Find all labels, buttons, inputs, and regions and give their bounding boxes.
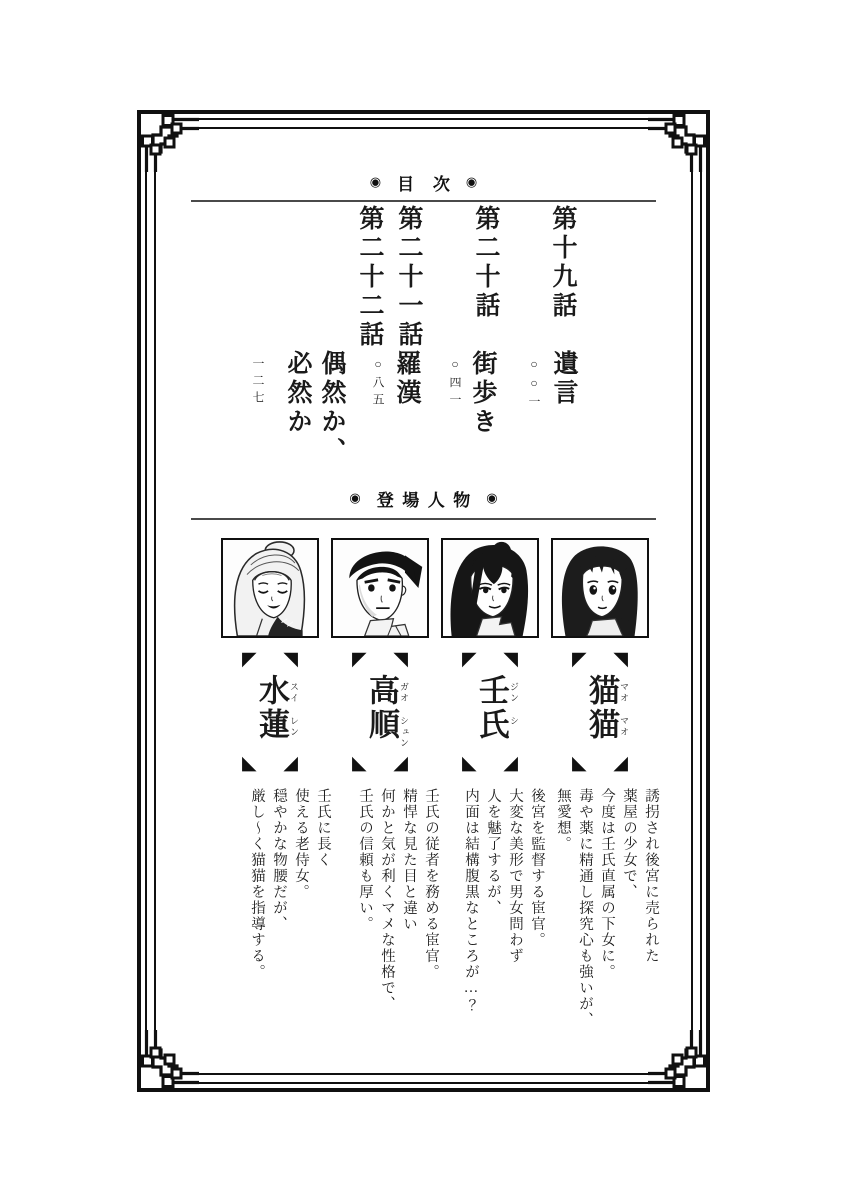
chapter-page-number: ○○一 [527, 357, 541, 412]
portrait-gaoshun-image [331, 538, 429, 638]
corner-bracket-icon: ◢ [613, 752, 628, 774]
character-name: 猫猫 [584, 674, 619, 742]
toc-header-label: 目次 [397, 175, 469, 194]
corner-bracket-icon: ◤ [242, 648, 257, 670]
chapter-page-number: ○四一 [448, 357, 462, 410]
name-bracket-bottom [572, 754, 628, 773]
corner-bracket-icon: ◣ [242, 752, 257, 774]
corner-bracket-icon: ◢ [503, 752, 518, 774]
name-bracket-bottom [242, 754, 298, 773]
corner-bracket-icon: ◤ [352, 648, 367, 670]
chapter-number: 第二十一話 [395, 205, 422, 350]
cast-section-header [141, 486, 706, 511]
portrait-suiren-image [221, 538, 319, 638]
corner-bracket-icon: ◥ [613, 648, 628, 670]
cast-header-label: 登場人物 [376, 491, 479, 510]
character-description: 後宮を監督する宦官。 大変な美形で男女問わず 人を魅了するが、 内面は結構腹黒なところが…？ [463, 788, 545, 1014]
chapter-title: 羅漢 [393, 350, 420, 408]
toc-section-header [141, 170, 706, 195]
character-description: 壬氏に長く 使える老侍女。 穏やかな物腰だが、 厳し〜く猫猫を指導する。 [249, 788, 331, 980]
character-name: 高順 [364, 674, 399, 742]
corner-bracket-icon: ◣ [572, 752, 587, 774]
chapter-page-number: ○八五 [371, 357, 385, 410]
chapter-page-number: 一二七 [251, 357, 265, 408]
character-name: 壬氏 [474, 674, 509, 742]
corner-bracket-icon: ◥ [283, 648, 298, 670]
corner-bracket-icon: ◤ [462, 648, 477, 670]
character-name: 水蓮 [254, 674, 289, 742]
corner-bracket-icon: ◢ [283, 752, 298, 774]
chapter-title: 街歩き [469, 350, 496, 437]
fret-corner-top-left-icon [141, 114, 199, 172]
name-bracket-top [242, 650, 298, 669]
portrait-jinshi-image [441, 538, 539, 638]
character-description: 壬氏の従者を務める宦官。 精悍な見た目と違い 何かと気が利くマメな性格で、 壬氏の信頼も厚い。 [357, 788, 439, 1012]
character-furigana: ガオ シュン [399, 682, 409, 749]
fisheye-bullet-icon: ◉ [349, 491, 361, 506]
decorative-frame [137, 110, 710, 1092]
name-bracket-top [352, 650, 408, 669]
corner-bracket-icon: ◤ [572, 648, 587, 670]
name-bracket-bottom [352, 754, 408, 773]
corner-bracket-icon: ◢ [393, 752, 408, 774]
portrait-maomao-image [551, 538, 649, 638]
character-furigana: スイ レン [289, 682, 299, 738]
fret-corner-bottom-left-icon [141, 1030, 199, 1088]
cast-divider [191, 518, 656, 520]
chapter-number: 第十九話 [549, 205, 576, 321]
fisheye-bullet-icon: ◉ [465, 175, 478, 190]
fisheye-bullet-icon: ◉ [369, 175, 382, 190]
chapter-title: 遺言 [550, 350, 577, 408]
character-furigana: マオ マオ [619, 682, 629, 738]
name-bracket-top [462, 650, 518, 669]
corner-bracket-icon: ◣ [352, 752, 367, 774]
corner-bracket-icon: ◥ [393, 648, 408, 670]
corner-bracket-icon: ◥ [503, 648, 518, 670]
fret-corner-top-right-icon [648, 114, 706, 172]
corner-bracket-icon: ◣ [462, 752, 477, 774]
chapter-number: 第二十話 [472, 205, 499, 321]
chapter-title: 偶然か、 必然か [284, 350, 345, 466]
character-furigana: ジン シ [509, 682, 519, 727]
fisheye-bullet-icon: ◉ [486, 491, 498, 506]
name-bracket-bottom [462, 754, 518, 773]
chapter-number: 第二十二話 [356, 205, 383, 350]
name-bracket-top [572, 650, 628, 669]
character-description: 誘拐され後宮に売られた 薬屋の少女で、 今度は壬氏直属の下女に。 毒や薬に精通し探究心も強いが、 無愛想。 [555, 788, 659, 1028]
toc-divider [191, 200, 656, 202]
